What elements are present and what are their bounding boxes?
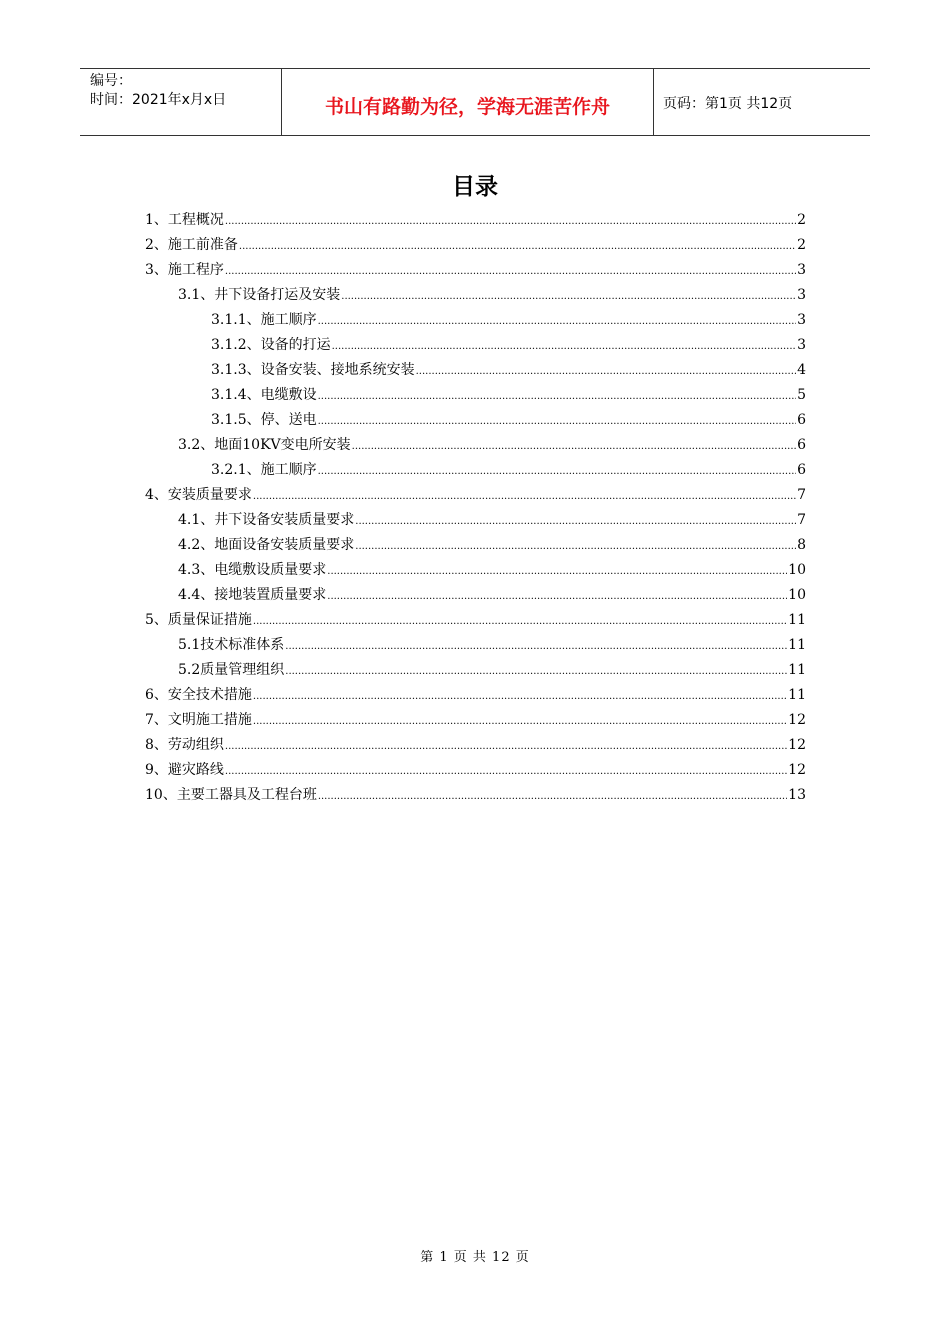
toc-entry-title: 3.2、地面10KV变电所安装 bbox=[178, 437, 351, 453]
toc-entry[interactable] bbox=[145, 333, 806, 358]
toc-title: 目录 bbox=[452, 174, 498, 200]
toc-entry-title: 8、劳动组织 bbox=[145, 737, 224, 753]
toc-entry-page: 2 bbox=[797, 237, 806, 253]
toc-entry-page: 2 bbox=[797, 212, 806, 228]
toc-entry[interactable] bbox=[145, 533, 806, 558]
toc-entry-title: 2、施工前准备 bbox=[145, 237, 238, 253]
toc-entry[interactable] bbox=[145, 583, 806, 608]
toc-dot-leader bbox=[253, 684, 787, 709]
toc-entry-page: 12 bbox=[788, 737, 806, 753]
toc-entry-page: 7 bbox=[797, 487, 806, 503]
toc-dot-leader bbox=[318, 384, 796, 409]
toc-entry-page: 11 bbox=[788, 612, 806, 628]
toc-entry[interactable] bbox=[145, 658, 806, 683]
toc-entry-title: 5、质量保证措施 bbox=[145, 612, 252, 628]
toc-entry-page: 11 bbox=[788, 687, 806, 703]
toc-dot-leader bbox=[318, 409, 796, 434]
toc-entry-title: 1、工程概况 bbox=[145, 212, 224, 228]
toc-entry-title: 4、安装质量要求 bbox=[145, 487, 252, 503]
toc-entry-title: 6、安全技术措施 bbox=[145, 687, 252, 703]
page-header bbox=[80, 68, 870, 136]
toc-dot-leader bbox=[318, 784, 787, 809]
toc-entry-page: 12 bbox=[788, 712, 806, 728]
toc-entry[interactable] bbox=[145, 708, 806, 733]
toc-entry[interactable] bbox=[145, 558, 806, 583]
toc-entry-title: 5.1技术标准体系 bbox=[178, 637, 285, 653]
toc-entry[interactable] bbox=[145, 783, 806, 808]
toc-entry-page: 11 bbox=[788, 662, 806, 678]
toc-entry[interactable] bbox=[145, 683, 806, 708]
toc-dot-leader bbox=[225, 209, 796, 234]
toc-entry[interactable] bbox=[145, 208, 806, 233]
toc-entry-title: 9、避灾路线 bbox=[145, 762, 224, 778]
toc-entry[interactable] bbox=[145, 308, 806, 333]
toc-entry-title: 3.1.2、设备的打运 bbox=[211, 337, 331, 353]
toc-dot-leader bbox=[225, 734, 787, 759]
toc-entry[interactable] bbox=[145, 383, 806, 408]
toc-entry-page: 3 bbox=[797, 262, 806, 278]
toc-entry-page: 10 bbox=[788, 587, 806, 603]
toc-entry-page: 12 bbox=[788, 762, 806, 778]
toc-entry-page: 5 bbox=[797, 387, 806, 403]
toc-entry[interactable] bbox=[145, 733, 806, 758]
toc-entry-page: 3 bbox=[797, 312, 806, 328]
toc-entry-page: 8 bbox=[797, 537, 806, 553]
header-motto: 书山有路勤为径，学海无涯苦作舟 bbox=[281, 69, 654, 135]
toc-dot-leader bbox=[225, 259, 796, 284]
toc-entry-page: 6 bbox=[797, 462, 806, 478]
document-date: 时间：2021年x月x日 bbox=[90, 92, 227, 108]
toc-dot-leader bbox=[285, 634, 787, 659]
toc-dot-leader bbox=[253, 609, 787, 634]
toc-entry-title: 3.1、井下设备打运及安装 bbox=[178, 287, 341, 303]
toc-entry[interactable] bbox=[145, 633, 806, 658]
toc-dot-leader bbox=[318, 309, 796, 334]
toc-entry-title: 3、施工程序 bbox=[145, 262, 224, 278]
toc-entry[interactable] bbox=[145, 758, 806, 783]
toc-dot-leader bbox=[327, 559, 787, 584]
toc-dot-leader bbox=[355, 509, 796, 534]
table-of-contents bbox=[145, 208, 806, 808]
header-page-info: 页码：第1页 共12页 bbox=[663, 96, 793, 112]
toc-dot-leader bbox=[253, 709, 787, 734]
toc-dot-leader bbox=[416, 359, 796, 384]
page-footer: 第 1 页 共 12 页 bbox=[420, 1250, 530, 1265]
toc-entry[interactable] bbox=[145, 358, 806, 383]
toc-dot-leader bbox=[341, 284, 796, 309]
toc-entry-page: 4 bbox=[797, 362, 806, 378]
toc-entry[interactable] bbox=[145, 433, 806, 458]
toc-entry-title: 4.3、电缆敷设质量要求 bbox=[178, 562, 327, 578]
toc-entry-title: 3.1.1、施工顺序 bbox=[211, 312, 317, 328]
toc-entry[interactable] bbox=[145, 283, 806, 308]
toc-entry-title: 3.1.4、电缆敷设 bbox=[211, 387, 317, 403]
toc-entry-page: 3 bbox=[797, 337, 806, 353]
toc-entry-title: 4.1、井下设备安装质量要求 bbox=[178, 512, 355, 528]
toc-entry-page: 6 bbox=[797, 437, 806, 453]
toc-entry-page: 6 bbox=[797, 412, 806, 428]
toc-entry-page: 10 bbox=[788, 562, 806, 578]
toc-dot-leader bbox=[253, 484, 796, 509]
document-number-label: 编号： bbox=[90, 73, 132, 89]
toc-dot-leader bbox=[318, 459, 796, 484]
toc-entry-title: 4.4、接地装置质量要求 bbox=[178, 587, 327, 603]
toc-entry-page: 13 bbox=[788, 787, 806, 803]
toc-entry-page: 7 bbox=[797, 512, 806, 528]
toc-entry[interactable] bbox=[145, 408, 806, 433]
toc-dot-leader bbox=[285, 659, 787, 684]
toc-dot-leader bbox=[352, 434, 796, 459]
toc-entry[interactable] bbox=[145, 483, 806, 508]
toc-entry-title: 3.1.3、设备安装、接地系统安装 bbox=[211, 362, 415, 378]
toc-entry[interactable] bbox=[145, 258, 806, 283]
toc-entry-title: 5.2质量管理组织 bbox=[178, 662, 285, 678]
header-meta bbox=[80, 69, 281, 135]
toc-entry[interactable] bbox=[145, 508, 806, 533]
toc-dot-leader bbox=[355, 534, 796, 559]
toc-entry-page: 3 bbox=[797, 287, 806, 303]
toc-entry-title: 4.2、地面设备安装质量要求 bbox=[178, 537, 355, 553]
toc-entry-title: 3.2.1、施工顺序 bbox=[211, 462, 317, 478]
toc-entry-title: 3.1.5、停、送电 bbox=[211, 412, 317, 428]
toc-dot-leader bbox=[239, 234, 796, 259]
toc-entry-title: 10、主要工器具及工程台班 bbox=[145, 787, 317, 803]
toc-entry[interactable] bbox=[145, 233, 806, 258]
toc-dot-leader bbox=[332, 334, 796, 359]
toc-dot-leader bbox=[327, 584, 787, 609]
toc-entry[interactable] bbox=[145, 458, 806, 483]
toc-entry[interactable] bbox=[145, 608, 806, 633]
toc-entry-page: 11 bbox=[788, 637, 806, 653]
toc-entry-title: 7、文明施工措施 bbox=[145, 712, 252, 728]
toc-dot-leader bbox=[225, 759, 787, 784]
